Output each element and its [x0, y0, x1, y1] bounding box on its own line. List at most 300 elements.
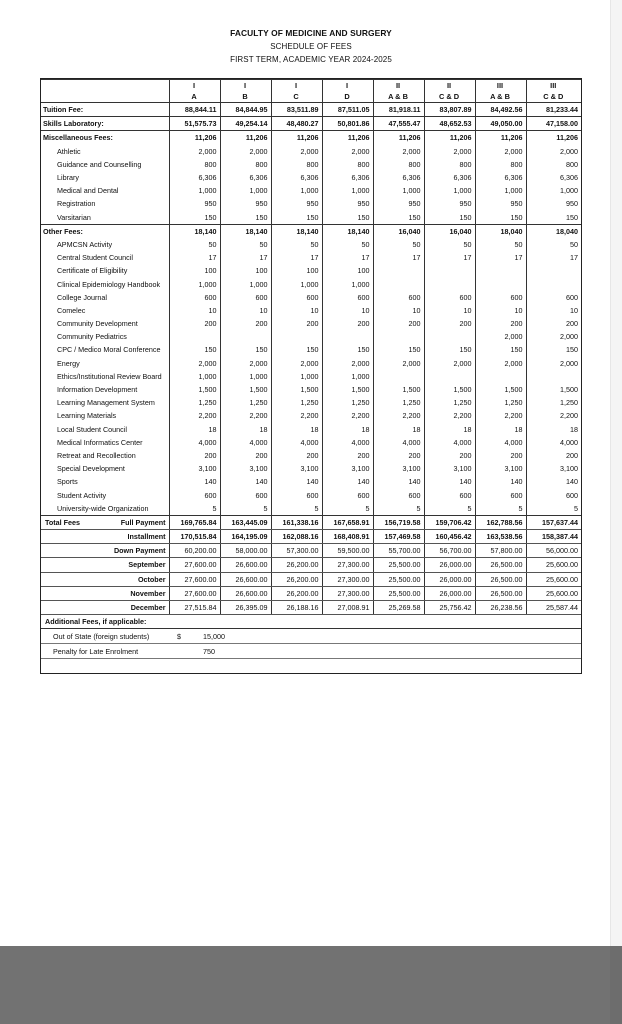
total-fees-label-cell: [41, 572, 169, 586]
misc-item-value: 800: [373, 158, 424, 171]
total-fees-value: 57,300.00: [271, 544, 322, 558]
misc-item-value: 2,000: [475, 145, 526, 158]
other-item-value: 50: [220, 238, 271, 251]
other-item-value: 140: [373, 475, 424, 488]
additional-row-blank: [271, 644, 581, 659]
misc-item-value: 2,000: [373, 145, 424, 158]
misc-item-value: 2,000: [220, 145, 271, 158]
other-item-row: [41, 238, 581, 251]
other-item-value: 1,250: [271, 396, 322, 409]
other-item-value: 200: [526, 317, 581, 330]
additional-item-row: [41, 644, 581, 659]
other-item-value: 1,250: [220, 396, 271, 409]
other-item-row: [41, 502, 581, 516]
misc-item-value: 800: [169, 158, 220, 171]
total-fees-value: 168,408.91: [322, 530, 373, 544]
other-item-value: 140: [271, 475, 322, 488]
other-item-value: 600: [373, 488, 424, 501]
other-item-value: 1,000: [322, 277, 373, 290]
misc-item-value: 2,000: [271, 145, 322, 158]
miscellaneous-fees-value: 11,206: [526, 131, 581, 145]
other-fees-value: 16,040: [373, 224, 424, 238]
skills-laboratory-value: 48,652.53: [424, 117, 475, 131]
total-fees-value: 26,500.00: [475, 572, 526, 586]
additional-item-label: Penalty for Late Enrolment: [41, 644, 169, 659]
other-item-value: 10: [220, 304, 271, 317]
other-item-value: 150: [271, 343, 322, 356]
other-item-value: 4,000: [322, 436, 373, 449]
other-item-value: 2,000: [322, 357, 373, 370]
other-item-value: [475, 264, 526, 277]
other-item-value: 17: [220, 251, 271, 264]
other-item-value: [373, 330, 424, 343]
total-fees-value: 55,700.00: [373, 544, 424, 558]
other-item-value: 10: [475, 304, 526, 317]
header-blank: [41, 80, 169, 92]
total-fees-value: 27,600.00: [169, 572, 220, 586]
other-fees-value: 18,140: [169, 224, 220, 238]
year-header: III: [526, 80, 581, 92]
payment-option-label: December: [130, 603, 166, 613]
other-item-value: 200: [424, 317, 475, 330]
other-item-value: 600: [322, 488, 373, 501]
misc-item-label: Library: [57, 173, 79, 183]
other-item-value: 4,000: [526, 436, 581, 449]
other-item-value: 600: [220, 291, 271, 304]
other-item-value: 150: [220, 343, 271, 356]
other-item-value: 600: [526, 291, 581, 304]
total-fees-row: [41, 558, 581, 572]
other-item-value: 1,000: [271, 277, 322, 290]
other-item-value: 2,200: [475, 409, 526, 422]
other-item-value: 1,250: [475, 396, 526, 409]
payment-option-label: Full Payment: [120, 517, 166, 527]
other-item-value: 2,000: [475, 357, 526, 370]
other-item-value: [373, 277, 424, 290]
misc-item-value: 6,306: [220, 171, 271, 184]
other-item-value: 18: [169, 423, 220, 436]
other-item-value: [526, 277, 581, 290]
other-item-value: 17: [475, 251, 526, 264]
miscellaneous-fees-value: 11,206: [169, 131, 220, 145]
year-header: III: [475, 80, 526, 92]
total-fees-row: [41, 572, 581, 586]
misc-item-value: 1,000: [220, 184, 271, 197]
total-fees-value: 163,538.56: [475, 530, 526, 544]
misc-item-label: Registration: [57, 199, 96, 209]
other-item-value: 3,100: [424, 462, 475, 475]
other-item-value: 200: [169, 317, 220, 330]
table-bottom-spacer: [41, 659, 581, 674]
other-item-value: 150: [373, 343, 424, 356]
other-item-label: Sports: [57, 477, 78, 487]
other-item-value: [526, 264, 581, 277]
document-header: [0, 27, 622, 66]
section-header: A: [169, 91, 220, 103]
other-item-value: 200: [169, 449, 220, 462]
other-item-value: 150: [475, 343, 526, 356]
other-item-row: [41, 291, 581, 304]
skills-laboratory-value: 49,254.14: [220, 117, 271, 131]
year-header: II: [424, 80, 475, 92]
other-item-value: 5: [475, 502, 526, 516]
other-item-value: [424, 330, 475, 343]
other-item-row: [41, 409, 581, 422]
skills-laboratory-label: Skills Laboratory:: [41, 117, 169, 131]
other-item-value: 600: [322, 291, 373, 304]
total-fees-label: Total Fees: [45, 517, 81, 527]
additional-fees-row: [41, 615, 581, 629]
tuition-fee-value: 83,511.89: [271, 103, 322, 117]
misc-item-value: 1,000: [475, 184, 526, 197]
other-item-label: Clinical Epidemiology Handbook: [57, 279, 161, 289]
other-item-value: 2,200: [373, 409, 424, 422]
misc-item-value: 950: [169, 197, 220, 210]
other-item-value: 1,000: [169, 370, 220, 383]
other-item-label: University-wide Organization: [57, 503, 149, 513]
other-item-row: [41, 462, 581, 475]
misc-item-value: 1,000: [169, 184, 220, 197]
total-fees-label-cell: [41, 558, 169, 572]
fee-schedule-table: [40, 78, 582, 674]
other-fees-value: 16,040: [424, 224, 475, 238]
section-header: A & B: [373, 91, 424, 103]
other-item-value: 3,100: [373, 462, 424, 475]
total-fees-value: 26,600.00: [220, 558, 271, 572]
skills-laboratory-value: 47,555.47: [373, 117, 424, 131]
total-fees-row: [41, 586, 581, 600]
other-item-value: [373, 370, 424, 383]
other-item-value: 50: [271, 238, 322, 251]
other-item-row: [41, 449, 581, 462]
other-item-value: 10: [322, 304, 373, 317]
other-item-label: Energy: [57, 358, 80, 368]
other-item-value: 50: [526, 238, 581, 251]
other-item-value: [322, 330, 373, 343]
total-fees-value: 25,500.00: [373, 572, 424, 586]
other-item-value: 200: [220, 449, 271, 462]
other-item-value: 200: [526, 449, 581, 462]
other-item-value: 600: [475, 291, 526, 304]
other-fees-row: [41, 224, 581, 238]
misc-item-row: [41, 211, 581, 225]
misc-item-value: 950: [322, 197, 373, 210]
misc-item-value: 150: [322, 211, 373, 225]
skills-laboratory-value: 51,575.73: [169, 117, 220, 131]
misc-item-value: 6,306: [475, 171, 526, 184]
other-item-value: 17: [271, 251, 322, 264]
total-fees-label-cell: [41, 586, 169, 600]
other-item-row: [41, 343, 581, 356]
misc-item-value: 150: [271, 211, 322, 225]
other-item-value: 2,000: [424, 357, 475, 370]
other-item-value: 50: [169, 238, 220, 251]
additional-item-value: 15,000: [203, 631, 225, 641]
skills-laboratory-row: [41, 117, 581, 131]
total-fees-value: 26,600.00: [220, 572, 271, 586]
total-fees-value: 161,338.16: [271, 515, 322, 529]
other-item-value: 600: [373, 291, 424, 304]
misc-item-value: 800: [475, 158, 526, 171]
other-item-row: [41, 436, 581, 449]
other-item-value: 17: [322, 251, 373, 264]
academic-term: FIRST TERM, ACADEMIC YEAR 2024-2025: [230, 55, 392, 64]
other-item-value: 200: [475, 449, 526, 462]
other-item-label: Medical Informatics Center: [57, 437, 143, 447]
total-fees-value: 56,700.00: [424, 544, 475, 558]
total-fees-value: 27,008.91: [322, 600, 373, 614]
misc-item-value: 150: [373, 211, 424, 225]
misc-item-value: 950: [424, 197, 475, 210]
misc-item-value: 950: [220, 197, 271, 210]
total-fees-value: 26,500.00: [475, 586, 526, 600]
other-item-value: 140: [475, 475, 526, 488]
other-item-row: [41, 304, 581, 317]
header-row-year: [41, 80, 581, 92]
other-item-value: 100: [322, 264, 373, 277]
other-item-value: [220, 330, 271, 343]
other-item-value: 10: [373, 304, 424, 317]
total-fees-value: 26,238.56: [475, 600, 526, 614]
other-item-value: 1,000: [169, 277, 220, 290]
other-item-value: 4,000: [271, 436, 322, 449]
misc-item-value: 6,306: [271, 171, 322, 184]
total-fees-value: 59,500.00: [322, 544, 373, 558]
payment-option-label: Installment: [127, 532, 166, 542]
other-item-value: 600: [220, 488, 271, 501]
misc-item-value: 6,306: [169, 171, 220, 184]
skills-laboratory-value: 49,050.00: [475, 117, 526, 131]
other-item-value: 2,000: [169, 357, 220, 370]
other-item-value: 1,250: [373, 396, 424, 409]
additional-fees-label: Additional Fees, if applicable:: [41, 615, 581, 629]
other-item-row: [41, 383, 581, 396]
other-item-value: 1,250: [424, 396, 475, 409]
other-item-value: 18: [373, 423, 424, 436]
other-fees-value: 18,140: [271, 224, 322, 238]
additional-item-value-cell: [169, 644, 271, 659]
total-fees-value: 26,000.00: [424, 586, 475, 600]
skills-laboratory-value: 47,158.00: [526, 117, 581, 131]
year-header: I: [322, 80, 373, 92]
total-fees-value: 25,500.00: [373, 558, 424, 572]
additional-item-value-cell: [169, 629, 271, 644]
total-fees-value: 25,587.44: [526, 600, 581, 614]
year-header: I: [271, 80, 322, 92]
year-header: II: [373, 80, 424, 92]
other-item-value: 5: [526, 502, 581, 516]
other-item-value: 2,200: [271, 409, 322, 422]
other-fees-value: 18,140: [220, 224, 271, 238]
misc-item-value: 150: [169, 211, 220, 225]
other-item-value: 150: [322, 343, 373, 356]
header-blank: [41, 91, 169, 103]
other-item-value: 4,000: [169, 436, 220, 449]
other-item-value: 150: [526, 343, 581, 356]
tuition-fee-value: 87,511.05: [322, 103, 373, 117]
other-item-value: 200: [424, 449, 475, 462]
misc-item-row: [41, 184, 581, 197]
other-item-value: 2,000: [220, 357, 271, 370]
total-fees-label-cell: [41, 544, 169, 558]
other-item-value: 140: [424, 475, 475, 488]
additional-row-blank: [271, 629, 581, 644]
document-title: FACULTY OF MEDICINE AND SURGERY: [230, 28, 392, 38]
other-item-value: 4,000: [475, 436, 526, 449]
other-item-value: 18: [526, 423, 581, 436]
other-item-value: 1,250: [526, 396, 581, 409]
other-item-label: CPC / Medico Moral Conference: [57, 345, 161, 355]
other-fees-label: Other Fees:: [41, 224, 169, 238]
total-fees-value: 157,637.44: [526, 515, 581, 529]
section-header: C: [271, 91, 322, 103]
other-item-value: 10: [271, 304, 322, 317]
other-item-value: 10: [424, 304, 475, 317]
other-item-value: 5: [169, 502, 220, 516]
other-item-value: 2,000: [475, 330, 526, 343]
spacer-cell: [41, 659, 581, 674]
miscellaneous-fees-value: 11,206: [220, 131, 271, 145]
misc-item-value: 800: [322, 158, 373, 171]
other-fees-value: 18,040: [475, 224, 526, 238]
additional-item-value: 750: [203, 646, 215, 656]
other-item-value: 200: [322, 317, 373, 330]
other-item-value: 1,500: [424, 383, 475, 396]
misc-item-value: 950: [373, 197, 424, 210]
other-item-row: [41, 396, 581, 409]
other-item-value: 17: [424, 251, 475, 264]
fees-table: [41, 79, 581, 673]
other-item-value: 3,100: [271, 462, 322, 475]
year-header: I: [169, 80, 220, 92]
payment-option-label: October: [137, 574, 166, 584]
other-item-value: 18: [322, 423, 373, 436]
misc-item-row: [41, 145, 581, 158]
other-item-value: 600: [271, 488, 322, 501]
other-item-label: Ethics/Institutional Review Board: [57, 371, 162, 381]
other-item-label: Comelec: [57, 305, 86, 315]
other-item-label: APMCSN Activity: [57, 239, 113, 249]
total-fees-value: 27,600.00: [169, 558, 220, 572]
misc-item-value: 950: [526, 197, 581, 210]
other-item-value: [424, 277, 475, 290]
other-item-value: 5: [424, 502, 475, 516]
miscellaneous-fees-row: [41, 131, 581, 145]
other-item-value: 600: [424, 488, 475, 501]
payment-option-label: September: [128, 560, 166, 570]
tuition-fee-value: 84,844.95: [220, 103, 271, 117]
skills-laboratory-value: 50,801.86: [322, 117, 373, 131]
miscellaneous-fees-value: 11,206: [475, 131, 526, 145]
total-fees-value: 25,756.42: [424, 600, 475, 614]
other-item-value: 200: [271, 449, 322, 462]
other-item-value: [424, 370, 475, 383]
other-item-value: 140: [220, 475, 271, 488]
other-item-value: 100: [220, 264, 271, 277]
other-item-label: Retreat and Recollection: [57, 450, 136, 460]
total-fees-value: 170,515.84: [169, 530, 220, 544]
other-item-value: 1,000: [322, 370, 373, 383]
other-item-value: [424, 264, 475, 277]
other-item-row: [41, 488, 581, 501]
miscellaneous-fees-value: 11,206: [424, 131, 475, 145]
other-item-value: 2,000: [271, 357, 322, 370]
tuition-fee-value: 88,844.11: [169, 103, 220, 117]
other-item-value: 5: [322, 502, 373, 516]
other-item-value: 2,200: [220, 409, 271, 422]
misc-item-value: 150: [526, 211, 581, 225]
other-item-value: 3,100: [526, 462, 581, 475]
total-fees-row: [41, 600, 581, 614]
total-fees-value: 58,000.00: [220, 544, 271, 558]
other-item-value: 600: [169, 291, 220, 304]
other-item-value: 3,100: [220, 462, 271, 475]
other-item-value: 10: [526, 304, 581, 317]
misc-item-value: 1,000: [271, 184, 322, 197]
other-item-value: 140: [526, 475, 581, 488]
other-item-value: 4,000: [424, 436, 475, 449]
section-header: D: [322, 91, 373, 103]
total-fees-value: 26,200.00: [271, 586, 322, 600]
misc-item-value: 6,306: [373, 171, 424, 184]
total-fees-value: 26,200.00: [271, 558, 322, 572]
total-fees-value: 159,706.42: [424, 515, 475, 529]
total-fees-label-cell: [41, 600, 169, 614]
payment-option-label: November: [130, 588, 166, 598]
total-fees-value: 25,269.58: [373, 600, 424, 614]
tuition-fee-row: [41, 103, 581, 117]
total-fees-value: 156,719.58: [373, 515, 424, 529]
other-item-value: [169, 330, 220, 343]
total-fees-value: 169,765.84: [169, 515, 220, 529]
other-item-label: Certificate of Eligibility: [57, 266, 128, 276]
other-item-value: 2,200: [322, 409, 373, 422]
other-item-value: 3,100: [169, 462, 220, 475]
total-fees-value: 26,500.00: [475, 558, 526, 572]
other-fees-value: 18,040: [526, 224, 581, 238]
other-item-value: 140: [169, 475, 220, 488]
year-header: I: [220, 80, 271, 92]
tuition-fee-value: 84,492.56: [475, 103, 526, 117]
miscellaneous-fees-value: 11,206: [373, 131, 424, 145]
other-item-value: 600: [526, 488, 581, 501]
other-item-value: 4,000: [220, 436, 271, 449]
other-item-value: 200: [475, 317, 526, 330]
total-fees-value: 160,456.42: [424, 530, 475, 544]
total-fees-value: 27,300.00: [322, 586, 373, 600]
other-item-value: [373, 264, 424, 277]
other-item-value: 150: [424, 343, 475, 356]
misc-item-value: 800: [526, 158, 581, 171]
misc-item-value: 150: [220, 211, 271, 225]
other-item-value: 1,000: [220, 277, 271, 290]
total-fees-value: 26,395.09: [220, 600, 271, 614]
misc-item-value: 800: [220, 158, 271, 171]
other-item-value: 200: [271, 317, 322, 330]
section-header: B: [220, 91, 271, 103]
total-fees-row: [41, 544, 581, 558]
additional-item-row: [41, 629, 581, 644]
payment-option-label: Down Payment: [113, 546, 166, 556]
other-item-value: 100: [271, 264, 322, 277]
total-fees-value: 164,195.09: [220, 530, 271, 544]
misc-item-value: 1,000: [424, 184, 475, 197]
total-fees-value: 26,600.00: [220, 586, 271, 600]
other-item-value: 600: [169, 488, 220, 501]
other-item-value: 5: [373, 502, 424, 516]
total-fees-label-cell: [41, 530, 169, 544]
total-fees-row: [41, 530, 581, 544]
